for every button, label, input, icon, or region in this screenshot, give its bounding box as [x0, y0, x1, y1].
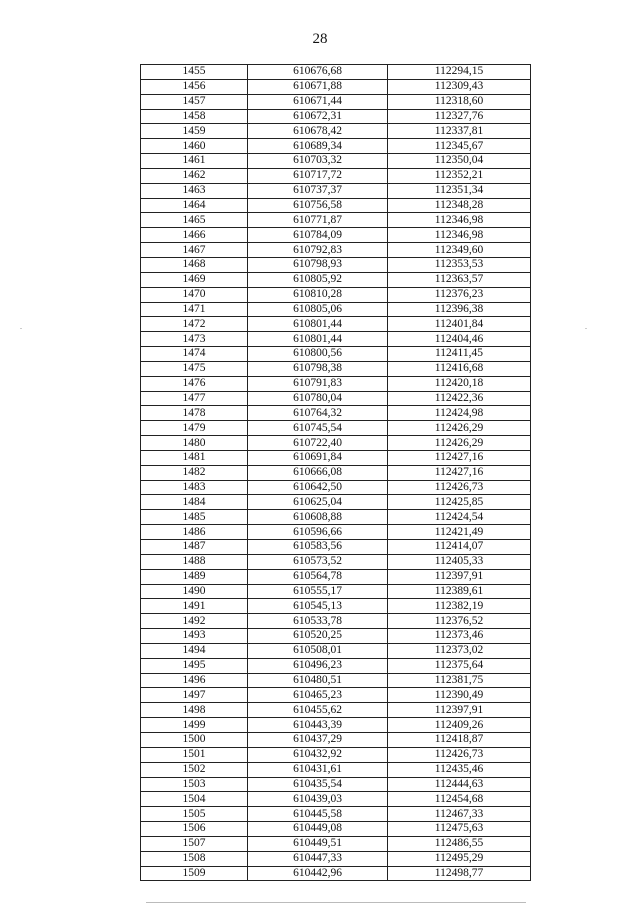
- x-coordinate-cell: 610465,23: [248, 688, 388, 703]
- x-coordinate-cell: 610520,25: [248, 629, 388, 644]
- x-coordinate-cell: 610745,54: [248, 421, 388, 436]
- y-coordinate-cell: 112427,16: [388, 465, 531, 480]
- x-coordinate-cell: 610443,39: [248, 718, 388, 733]
- table-row: [141, 525, 531, 540]
- point-number-cell: 1482: [141, 465, 248, 480]
- y-coordinate-cell: 112376,52: [388, 614, 531, 629]
- point-number-cell: 1503: [141, 777, 248, 792]
- y-coordinate-cell: 112401,84: [388, 317, 531, 332]
- point-number-cell: 1473: [141, 332, 248, 347]
- point-number-cell: 1488: [141, 554, 248, 569]
- point-number-cell: 1491: [141, 599, 248, 614]
- point-number-cell: 1470: [141, 287, 248, 302]
- x-coordinate-cell: 610439,03: [248, 792, 388, 807]
- point-number-cell: 1455: [141, 65, 248, 80]
- y-coordinate-cell: 112363,57: [388, 272, 531, 287]
- y-coordinate-cell: 112424,98: [388, 406, 531, 421]
- table-row: [141, 792, 531, 807]
- point-number-cell: 1504: [141, 792, 248, 807]
- y-coordinate-cell: 112427,16: [388, 450, 531, 465]
- table-row: [141, 213, 531, 228]
- y-coordinate-cell: 112426,73: [388, 480, 531, 495]
- point-number-cell: 1472: [141, 317, 248, 332]
- table-row: [141, 703, 531, 718]
- y-coordinate-cell: 112420,18: [388, 376, 531, 391]
- point-number-cell: 1478: [141, 406, 248, 421]
- y-coordinate-cell: 112373,46: [388, 629, 531, 644]
- table-row: [141, 65, 531, 80]
- point-number-cell: 1487: [141, 540, 248, 555]
- y-coordinate-cell: 112351,34: [388, 183, 531, 198]
- table-row: [141, 154, 531, 169]
- y-coordinate-cell: 112350,04: [388, 154, 531, 169]
- x-coordinate-cell: 610533,78: [248, 614, 388, 629]
- bottom-rule: [146, 902, 526, 903]
- scan-speck: [20, 328, 22, 329]
- table-row: [141, 450, 531, 465]
- x-coordinate-cell: 610691,84: [248, 450, 388, 465]
- table-row: [141, 347, 531, 362]
- y-coordinate-cell: 112444,63: [388, 777, 531, 792]
- table-row: [141, 302, 531, 317]
- x-coordinate-cell: 610717,72: [248, 168, 388, 183]
- point-number-cell: 1505: [141, 807, 248, 822]
- y-coordinate-cell: 112348,28: [388, 198, 531, 213]
- y-coordinate-cell: 112353,53: [388, 257, 531, 272]
- x-coordinate-cell: 610784,09: [248, 228, 388, 243]
- y-coordinate-cell: 112498,77: [388, 866, 531, 881]
- table-row: [141, 183, 531, 198]
- table-row: [141, 569, 531, 584]
- table-row: [141, 228, 531, 243]
- table-row: [141, 272, 531, 287]
- x-coordinate-cell: 610805,06: [248, 302, 388, 317]
- point-number-cell: 1476: [141, 376, 248, 391]
- point-number-cell: 1508: [141, 851, 248, 866]
- table-row: [141, 94, 531, 109]
- point-number-cell: 1498: [141, 703, 248, 718]
- y-coordinate-cell: 112390,49: [388, 688, 531, 703]
- y-coordinate-cell: 112424,54: [388, 510, 531, 525]
- table-row: [141, 243, 531, 258]
- x-coordinate-cell: 610678,42: [248, 124, 388, 139]
- table-row: [141, 198, 531, 213]
- table-row: [141, 866, 531, 881]
- table-row: [141, 510, 531, 525]
- y-coordinate-cell: 112309,43: [388, 79, 531, 94]
- table-row: [141, 732, 531, 747]
- x-coordinate-cell: 610564,78: [248, 569, 388, 584]
- table-row: [141, 718, 531, 733]
- point-number-cell: 1459: [141, 124, 248, 139]
- point-number-cell: 1502: [141, 762, 248, 777]
- y-coordinate-cell: 112382,19: [388, 599, 531, 614]
- y-coordinate-cell: 112486,55: [388, 836, 531, 851]
- point-number-cell: 1469: [141, 272, 248, 287]
- x-coordinate-cell: 610780,04: [248, 391, 388, 406]
- point-number-cell: 1506: [141, 822, 248, 837]
- point-number-cell: 1494: [141, 643, 248, 658]
- x-coordinate-cell: 610445,58: [248, 807, 388, 822]
- x-coordinate-cell: 610791,83: [248, 376, 388, 391]
- x-coordinate-cell: 610449,08: [248, 822, 388, 837]
- table-row: [141, 629, 531, 644]
- x-coordinate-cell: 610689,34: [248, 139, 388, 154]
- y-coordinate-cell: 112346,98: [388, 228, 531, 243]
- x-coordinate-cell: 610625,04: [248, 495, 388, 510]
- y-coordinate-cell: 112337,81: [388, 124, 531, 139]
- point-number-cell: 1489: [141, 569, 248, 584]
- point-number-cell: 1460: [141, 139, 248, 154]
- table-row: [141, 777, 531, 792]
- table-row: [141, 317, 531, 332]
- table-row: [141, 391, 531, 406]
- x-coordinate-cell: 610508,01: [248, 643, 388, 658]
- y-coordinate-cell: 112409,26: [388, 718, 531, 733]
- y-coordinate-cell: 112381,75: [388, 673, 531, 688]
- y-coordinate-cell: 112397,91: [388, 569, 531, 584]
- point-number-cell: 1501: [141, 747, 248, 762]
- x-coordinate-cell: 610737,37: [248, 183, 388, 198]
- point-number-cell: 1479: [141, 421, 248, 436]
- table-row: [141, 332, 531, 347]
- table-row: [141, 673, 531, 688]
- table-row: [141, 836, 531, 851]
- y-coordinate-cell: 112418,87: [388, 732, 531, 747]
- table-row: [141, 124, 531, 139]
- y-coordinate-cell: 112375,64: [388, 658, 531, 673]
- y-coordinate-cell: 112435,46: [388, 762, 531, 777]
- table-row: [141, 168, 531, 183]
- x-coordinate-cell: 610442,96: [248, 866, 388, 881]
- x-coordinate-cell: 610703,32: [248, 154, 388, 169]
- point-number-cell: 1474: [141, 347, 248, 362]
- y-coordinate-cell: 112352,21: [388, 168, 531, 183]
- table-row: [141, 599, 531, 614]
- x-coordinate-cell: 610666,08: [248, 465, 388, 480]
- x-coordinate-cell: 610671,44: [248, 94, 388, 109]
- x-coordinate-cell: 610764,32: [248, 406, 388, 421]
- table-row: [141, 584, 531, 599]
- table-row: [141, 688, 531, 703]
- point-number-cell: 1457: [141, 94, 248, 109]
- point-number-cell: 1507: [141, 836, 248, 851]
- x-coordinate-cell: 610771,87: [248, 213, 388, 228]
- y-coordinate-cell: 112467,33: [388, 807, 531, 822]
- x-coordinate-cell: 610798,93: [248, 257, 388, 272]
- y-coordinate-cell: 112425,85: [388, 495, 531, 510]
- table-row: [141, 822, 531, 837]
- y-coordinate-cell: 112421,49: [388, 525, 531, 540]
- x-coordinate-cell: 610801,44: [248, 332, 388, 347]
- x-coordinate-cell: 610642,50: [248, 480, 388, 495]
- y-coordinate-cell: 112414,07: [388, 540, 531, 555]
- y-coordinate-cell: 112397,91: [388, 703, 531, 718]
- x-coordinate-cell: 610583,56: [248, 540, 388, 555]
- x-coordinate-cell: 610435,54: [248, 777, 388, 792]
- table-row: [141, 540, 531, 555]
- table-row: [141, 79, 531, 94]
- table-row: [141, 406, 531, 421]
- point-number-cell: 1475: [141, 361, 248, 376]
- y-coordinate-cell: 112454,68: [388, 792, 531, 807]
- point-number-cell: 1485: [141, 510, 248, 525]
- x-coordinate-cell: 610801,44: [248, 317, 388, 332]
- table-row: [141, 851, 531, 866]
- point-number-cell: 1486: [141, 525, 248, 540]
- table-row: [141, 762, 531, 777]
- point-number-cell: 1466: [141, 228, 248, 243]
- x-coordinate-cell: 610496,23: [248, 658, 388, 673]
- x-coordinate-cell: 610431,61: [248, 762, 388, 777]
- x-coordinate-cell: 610756,58: [248, 198, 388, 213]
- x-coordinate-cell: 610437,29: [248, 732, 388, 747]
- x-coordinate-cell: 610555,17: [248, 584, 388, 599]
- y-coordinate-cell: 112426,29: [388, 436, 531, 451]
- y-coordinate-cell: 112396,38: [388, 302, 531, 317]
- point-number-cell: 1483: [141, 480, 248, 495]
- point-number-cell: 1467: [141, 243, 248, 258]
- x-coordinate-cell: 610596,66: [248, 525, 388, 540]
- table-row: [141, 480, 531, 495]
- y-coordinate-cell: 112475,63: [388, 822, 531, 837]
- x-coordinate-cell: 610671,88: [248, 79, 388, 94]
- point-number-cell: 1496: [141, 673, 248, 688]
- y-coordinate-cell: 112294,15: [388, 65, 531, 80]
- table-row: [141, 376, 531, 391]
- x-coordinate-cell: 610480,51: [248, 673, 388, 688]
- point-number-cell: 1495: [141, 658, 248, 673]
- table-row: [141, 465, 531, 480]
- point-number-cell: 1471: [141, 302, 248, 317]
- table-row: [141, 614, 531, 629]
- table-row: [141, 658, 531, 673]
- y-coordinate-cell: 112327,76: [388, 109, 531, 124]
- coordinates-table: [140, 64, 531, 881]
- y-coordinate-cell: 112389,61: [388, 584, 531, 599]
- scan-speck: [585, 328, 587, 329]
- y-coordinate-cell: 112318,60: [388, 94, 531, 109]
- point-number-cell: 1477: [141, 391, 248, 406]
- y-coordinate-cell: 112346,98: [388, 213, 531, 228]
- point-number-cell: 1490: [141, 584, 248, 599]
- y-coordinate-cell: 112376,23: [388, 287, 531, 302]
- x-coordinate-cell: 610792,83: [248, 243, 388, 258]
- table-row: [141, 747, 531, 762]
- y-coordinate-cell: 112345,67: [388, 139, 531, 154]
- y-coordinate-cell: 112416,68: [388, 361, 531, 376]
- point-number-cell: 1462: [141, 168, 248, 183]
- x-coordinate-cell: 610676,68: [248, 65, 388, 80]
- y-coordinate-cell: 112426,29: [388, 421, 531, 436]
- page-number: 28: [312, 31, 328, 47]
- x-coordinate-cell: 610449,51: [248, 836, 388, 851]
- x-coordinate-cell: 610432,92: [248, 747, 388, 762]
- table-row: [141, 139, 531, 154]
- x-coordinate-cell: 610573,52: [248, 554, 388, 569]
- x-coordinate-cell: 610800,56: [248, 347, 388, 362]
- point-number-cell: 1484: [141, 495, 248, 510]
- table-row: [141, 643, 531, 658]
- point-number-cell: 1480: [141, 436, 248, 451]
- point-number-cell: 1492: [141, 614, 248, 629]
- table-row: [141, 257, 531, 272]
- coordinates-table-body: [141, 65, 531, 881]
- x-coordinate-cell: 610672,31: [248, 109, 388, 124]
- x-coordinate-cell: 610447,33: [248, 851, 388, 866]
- x-coordinate-cell: 610455,62: [248, 703, 388, 718]
- y-coordinate-cell: 112349,60: [388, 243, 531, 258]
- point-number-cell: 1468: [141, 257, 248, 272]
- x-coordinate-cell: 610722,40: [248, 436, 388, 451]
- x-coordinate-cell: 610805,92: [248, 272, 388, 287]
- y-coordinate-cell: 112422,36: [388, 391, 531, 406]
- point-number-cell: 1458: [141, 109, 248, 124]
- table-row: [141, 554, 531, 569]
- x-coordinate-cell: 610545,13: [248, 599, 388, 614]
- y-coordinate-cell: 112373,02: [388, 643, 531, 658]
- y-coordinate-cell: 112405,33: [388, 554, 531, 569]
- x-coordinate-cell: 610810,28: [248, 287, 388, 302]
- y-coordinate-cell: 112495,29: [388, 851, 531, 866]
- y-coordinate-cell: 112411,45: [388, 347, 531, 362]
- table-row: [141, 436, 531, 451]
- x-coordinate-cell: 610608,88: [248, 510, 388, 525]
- point-number-cell: 1465: [141, 213, 248, 228]
- point-number-cell: 1456: [141, 79, 248, 94]
- x-coordinate-cell: 610798,38: [248, 361, 388, 376]
- point-number-cell: 1463: [141, 183, 248, 198]
- table-row: [141, 421, 531, 436]
- table-row: [141, 807, 531, 822]
- y-coordinate-cell: 112404,46: [388, 332, 531, 347]
- table-row: [141, 495, 531, 510]
- table-row: [141, 361, 531, 376]
- table-row: [141, 287, 531, 302]
- point-number-cell: 1497: [141, 688, 248, 703]
- point-number-cell: 1464: [141, 198, 248, 213]
- point-number-cell: 1499: [141, 718, 248, 733]
- point-number-cell: 1493: [141, 629, 248, 644]
- y-coordinate-cell: 112426,73: [388, 747, 531, 762]
- point-number-cell: 1481: [141, 450, 248, 465]
- point-number-cell: 1509: [141, 866, 248, 881]
- point-number-cell: 1500: [141, 732, 248, 747]
- table-row: [141, 109, 531, 124]
- point-number-cell: 1461: [141, 154, 248, 169]
